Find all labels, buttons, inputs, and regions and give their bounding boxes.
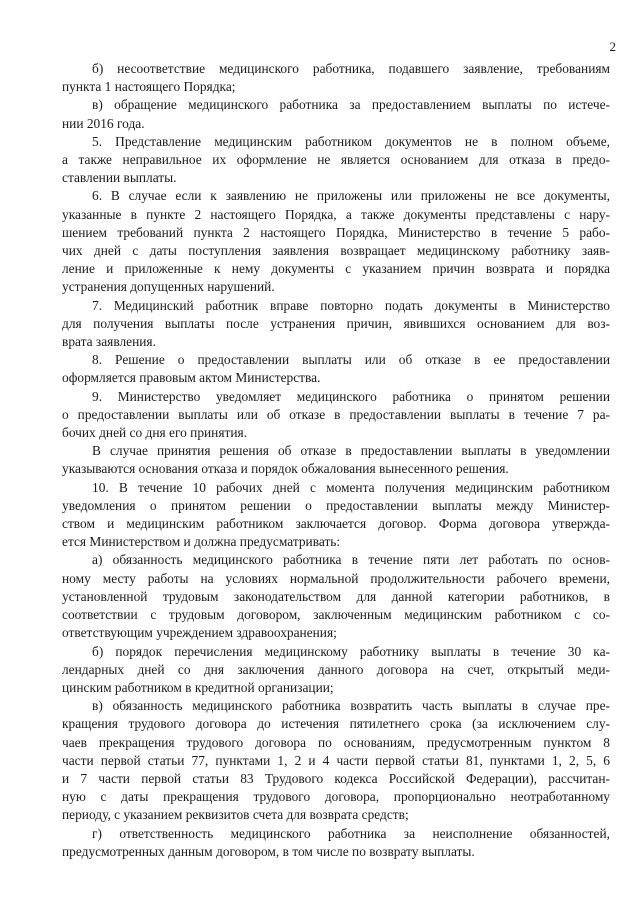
text-line: периоду, с указанием реквизитов счета для возврата средств; [62,807,409,823]
text-line: бочих дней со дня его принятия. [62,425,248,441]
text-line: ление и приложенные к нему документы с указанием причин возврата и порядка [62,261,610,277]
text-line: в) обращение медицинского работника за предоставлением выплаты по истече- [92,97,610,113]
text-line: 10. В течение 10 рабочих дней с момента получения медицинским работником [92,479,610,495]
text-line: врата заявления. [62,334,156,350]
text-line: части первой статьи 77, пунктами 1, 2 и 4 части первой статьи 81, пунктами 1, 2, 5, 6 [62,752,610,768]
text-line: предусмотренных данным договором, в том числе по возврату выплаты. [62,843,475,859]
text-line: указываются основания отказа и порядок обжалования вынесенного решения. [62,461,509,477]
text-line: пункта 1 настоящего Порядка; [62,79,236,95]
text-line: в) обязанность медицинского работника возвратить часть выплаты в случае пре- [92,698,610,714]
text-line: кращения трудового договора до истечения пятилетнего срока (за исключением слу- [62,716,610,732]
document-body [62,60,610,861]
text-line: оформляется правовым актом Министерства. [62,370,321,386]
text-line: б) порядок перечисления медицинскому работнику выплаты в течение 30 ка- [92,643,610,659]
paragraph [62,479,610,552]
text-line: соответствии с трудовым договором, заключенным медицинским работником с со- [62,607,610,623]
text-line: 6. В случае если к заявлению не приложены или приложены не все документы, [92,188,610,204]
text-line: б) несоответствие медицинского работника, подавшего заявление, требованиям [92,61,610,76]
text-line: чаев прекращения трудового договора по основаниям, предусмотренным пунктом 8 [62,734,610,750]
text-line: лендарных дней со дня заключения данного договора на счет, открытый меди- [62,661,610,677]
paragraph [62,60,610,96]
text-line: уведомления о принятом решении о предоставлении выплаты между Министер- [62,497,610,513]
text-line: г) ответственность медицинского работника за неисполнение обязанностей, [92,825,610,841]
paragraph [62,133,610,188]
paragraph [62,96,610,132]
text-line: ется Министерством и должна предусматривать: [62,534,341,550]
text-line: ному месту работы на условиях нормальной продолжительности рабочего времени, [62,570,610,586]
text-line: установленной трудовым законодательством для данной категории работников, в [62,588,610,604]
text-line: нии 2016 года. [62,115,145,131]
text-line: 7. Медицинский работник вправе повторно подать документы в Министерство [92,297,610,313]
text-line: шением требований пункта 2 настоящего Порядка, Министерство в течение 5 рабо- [62,224,610,240]
paragraph [62,551,610,642]
text-line: ную с даты прекращения трудового договора, пропорционально неотработанному [62,789,610,805]
text-line: о предоставлении выплаты или об отказе в предоставлении выплаты в течение 7 ра- [62,406,610,422]
text-line: 8. Решение о предоставлении выплаты или об отказе в ее предоставлении [92,352,610,368]
paragraph [62,697,610,824]
paragraph [62,351,610,387]
text-line: а) обязанность медицинского работника в течение пяти лет работать по основ- [92,552,610,568]
text-line: 9. Министерство уведомляет медицинского работника о принятом решении [92,388,610,404]
text-line: и 7 части первой статьи 83 Трудового кодекса Российской Федерации), рассчитан- [62,770,610,786]
page-number: 2 [609,39,616,54]
text-line: а также неправильное их оформление не является основанием для отказа в предо- [62,152,610,168]
text-line: В случае принятия решения об отказе в предоставлении выплаты в уведомлении [92,443,610,459]
text-line: указанные в пункте 2 настоящего Порядка, а также документы представлены с нару- [62,206,610,222]
text-line: цинским работником в кредитной организации; [62,679,334,695]
text-line: чих дней с даты поступления заявления возвращает медицинскому работнику заяв- [62,243,610,259]
paragraph [62,187,610,296]
paragraph [62,388,610,443]
text-line: для получения выплаты после устранения причин, явившихся основанием для воз- [62,315,610,331]
paragraph [62,297,610,352]
text-line: ответствующим учреждением здравоохранения; [62,625,337,641]
paragraph [62,643,610,698]
paragraph [62,825,610,861]
text-line: ставлении выплаты. [62,170,177,186]
text-line: устранения допущенных нарушений. [62,279,275,295]
paragraph [62,442,610,478]
text-line: 5. Представление медицинским работником документов не в полном объеме, [92,133,610,149]
text-line: ством и медицинским работником заключается договор. Форма договора утвержда- [62,516,610,532]
